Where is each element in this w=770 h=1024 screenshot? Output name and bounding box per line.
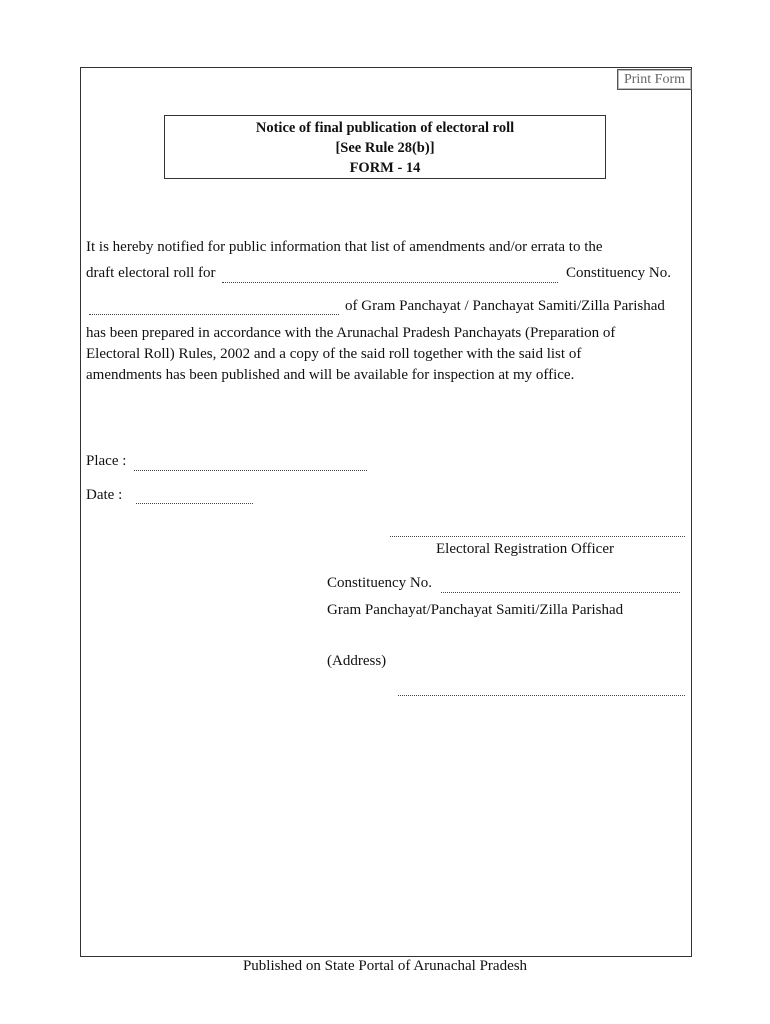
officer-body-label: Gram Panchayat/Panchayat Samiti/Zilla Parishad	[327, 602, 624, 618]
print-form-button[interactable]: Print Form	[617, 69, 692, 90]
date-label: Date :	[86, 487, 123, 503]
body-line-3: amendments has been published and will be available for inspection at my office.	[86, 367, 575, 383]
form-rule-reference: [See Rule 28(b)]	[335, 140, 435, 156]
form-title-box	[164, 115, 606, 179]
notice-body	[86, 323, 686, 386]
address-field[interactable]	[398, 695, 685, 696]
place-label: Place :	[86, 453, 127, 469]
body-line-2: Electoral Roll) Rules, 2002 and a copy of the said roll together with the said list of	[86, 346, 582, 362]
body-line-1: has been prepared in accordance with the Arunachal Pradesh Panchayats (Preparation of	[86, 325, 616, 341]
officer-constituency-label: Constituency No.	[327, 575, 432, 591]
officer-title: Electoral Registration Officer	[436, 541, 614, 557]
address-label: (Address)	[327, 653, 387, 669]
intro-line-1: It is hereby notified for public information that list of amendments and/or errata to the	[86, 239, 603, 255]
constituency-no-label: Constituency No.	[566, 265, 671, 281]
date-field[interactable]	[136, 503, 253, 504]
form-title: Notice of final publication of electoral roll	[255, 120, 515, 136]
page-footer: Published on State Portal of Arunachal Pradesh	[242, 958, 528, 974]
officer-constituency-field[interactable]	[441, 592, 680, 593]
form-border	[80, 67, 692, 957]
place-field[interactable]	[134, 470, 367, 471]
electoral-roll-name-field[interactable]	[222, 282, 558, 283]
intro-line-2-prefix: draft electoral roll for	[86, 265, 216, 281]
officer-signature-field[interactable]	[390, 536, 685, 537]
gram-panchayat-label: of Gram Panchayat / Panchayat Samiti/Zilla Parishad	[345, 298, 665, 314]
constituency-number-field[interactable]	[89, 314, 339, 315]
form-number: FORM - 14	[349, 160, 421, 176]
